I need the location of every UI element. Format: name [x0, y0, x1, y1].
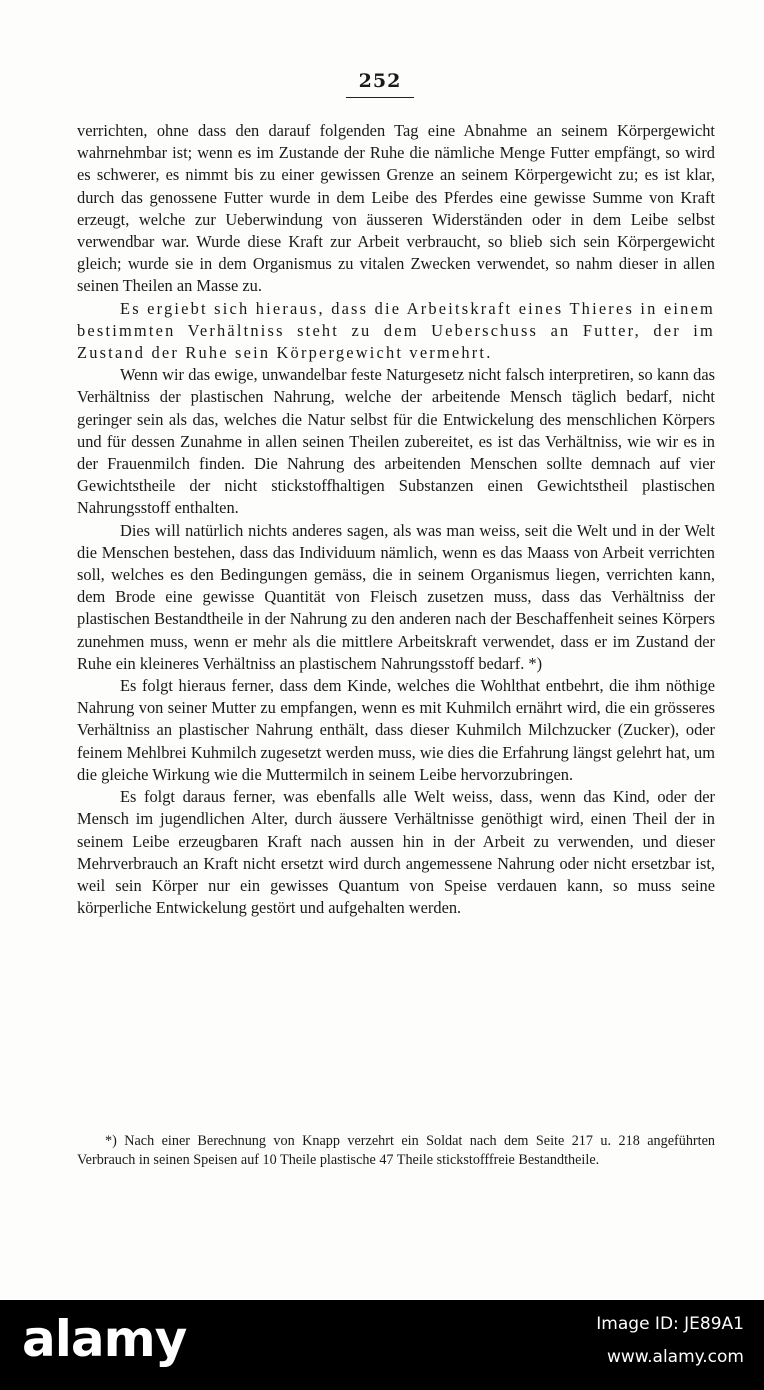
image-id-label: Image ID: JE89A1 [596, 1314, 744, 1334]
footnote: *) Nach einer Berechnung von Knapp verzehrt ein Soldat nach dem Seite 217 u. 218 angeführten Verbrauch in seinen Speisen auf 10 Theile plastische 47 Theile stickstofffreie Bestandtheile. [77, 1133, 715, 1168]
page-number: 252 [358, 70, 402, 92]
page-number-rule [346, 97, 414, 98]
paragraph-4: Dies will natürlich nichts anderes sagen, als was man weiss, seit die Welt und in der Welt die Menschen bestehen, dass das Individuum nämlich, wenn es das Maass von Arbeit verrichten soll, welches es den Bedingungen gemäss, die in seinem Organismus liegen, verrichten kann, dem Brode eine gewisse Quantität von Fleisch zusetzen muss, dass das Verhältniss der plastischen Bestandtheile in der Nahrung zu den anderen nach der Beschaffenheit seines Körpers zunehmen muss, wenn er mehr als die mittlere Arbeitskraft verwendet, dass er im Zustand der Ruhe ein kleineres Verhältniss an plastischem Nahrungsstoff bedarf. *) [77, 520, 715, 673]
paragraph-6: Es folgt daraus ferner, was ebenfalls alle Welt weiss, dass, wenn das Kind, oder der Mensch im jugendlichen Alter, durch äussere Verhältnisse genöthigt wird, einen Theil der in seinem Leibe erzeugbaren Kraft nach aussen hin in der Arbeit zu verwenden, und dieser Mehrverbrauch an Kraft nicht ersetzt wird durch angemessene Nahrung oder nicht ersetzbar ist, weil sein Körper nur ein gewisses Quantum von Speise verdauen kann, so muss seine körperliche Entwickelung gestört und aufgehalten werden. [77, 787, 715, 918]
paragraph-3: Wenn wir das ewige, unwandelbar feste Naturgesetz nicht falsch interpretiren, so kann das Verhältniss der plastischen Nahrung, welche der arbeitende Mensch täglich bedarf, nicht geringer sein als das, welches die Natur selbst für die Entwickelung des menschlichen Körpers und für dessen Zunahme in allen seinen Theilen zubereitet, es ist das Verhältniss, wie wir es in der Frauenmilch finden. Die Nahrung des arbeitenden Menschen sollte demnach auf vier Gewichtstheile der nicht stickstoffhaltigen Substanzen einen Gewichtstheil plastischen Nahrungsstoff enthalten. [77, 365, 715, 518]
body-text [77, 120, 715, 919]
footnote-block [77, 1132, 715, 1170]
paragraph-1: verrichten, ohne dass den darauf folgenden Tag eine Abnahme an seinem Körpergewicht wahrnehmbar ist; wenn es im Zustande der Ruhe die nämliche Menge Futter empfängt, so wird es schwerer, es nimmt bis zu einer gewissen Grenze an seinem Körpergewicht zu; es ist klar, durch das genossene Futter wurde in dem Leibe des Pferdes eine gewisse Summe von Kraft erzeugt, welche zur Ueberwindung von äusseren Widerständen oder in dem Leibe selbst verwendbar war. Wurde diese Kraft zur Arbeit verbraucht, so blieb sich sein Körpergewicht gleich; wurde sie in dem Organismus zu vitalen Zwecken verwendet, so nahm dieser in allen seinen Theilen an Masse zu. [77, 121, 715, 296]
paragraph-5: Es folgt hieraus ferner, dass dem Kinde, welches die Wohlthat entbehrt, die ihm nöthige Nahrung von seiner Mutter zu empfangen, wenn es mit Kuhmilch ernährt wird, die ein grösseres Verhältniss an plastischer Nahrung enthält, dass dieser Kuhmilch Milchzucker (Zucker), oder feinem Mehlbrei Kuhmilch zugesetzt werden muss, wie dies die Erfahrung längst gelehrt hat, um die gleiche Wirkung wie die Muttermilch in seinem Leibe hervorzubringen. [77, 676, 715, 784]
alamy-logo: alamy [22, 1310, 187, 1368]
site-url-label: www.alamy.com [606, 1347, 744, 1367]
paragraph-2: Es ergiebt sich hieraus, dass die Arbeitskraft eines Thieres in einem bestimmten Verhältniss steht zu dem Ueberschuss an Futter, der im Zustand der Ruhe sein Körpergewicht vermehrt. [77, 298, 715, 363]
